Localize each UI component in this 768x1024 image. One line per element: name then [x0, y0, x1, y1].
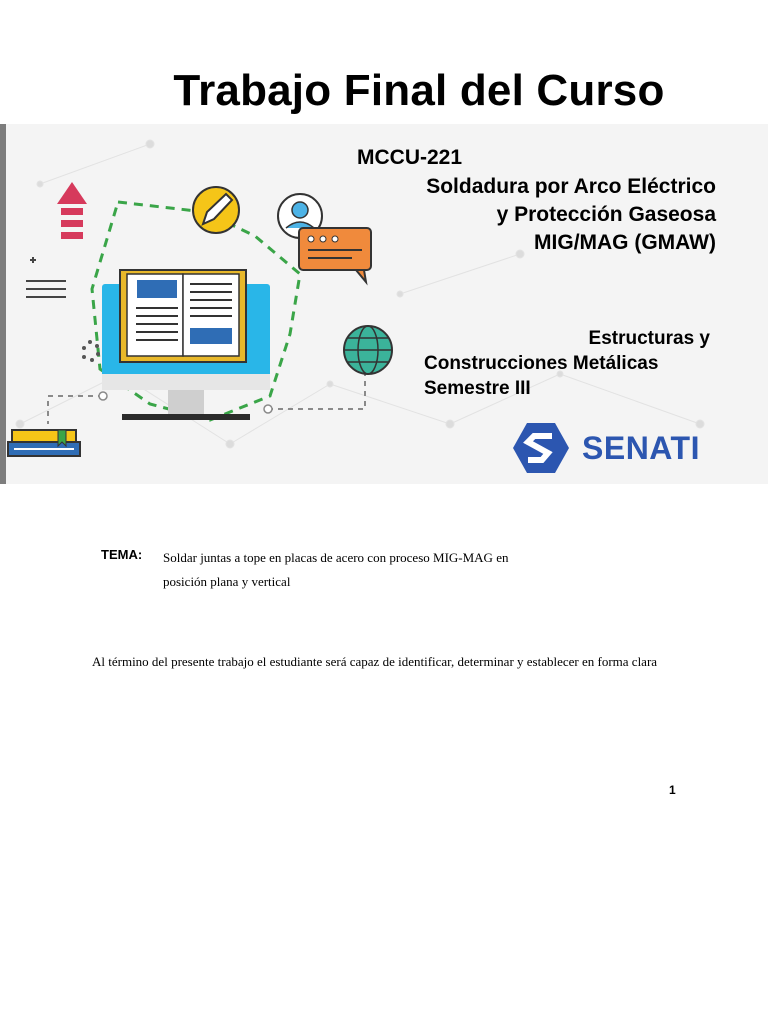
course-name-line: y Protección Gaseosa [496, 203, 716, 226]
globe-icon [344, 326, 392, 374]
career-line: Estructuras y [588, 328, 710, 349]
tema-line: posición plana y vertical [163, 574, 291, 589]
page-number: 1 [669, 783, 676, 797]
career-line: Construcciones Metálicas [424, 353, 659, 374]
document-title: Trabajo Final del Curso [173, 66, 665, 115]
logo-text: SENATI [582, 429, 700, 466]
upload-arrow-icon [57, 182, 87, 239]
senati-logo-icon [512, 421, 570, 475]
list-icon [26, 257, 66, 297]
course-name-line: MIG/MAG (GMAW) [534, 231, 716, 254]
tema-line: Soldar juntas a tope en placas de acero con proceso MIG-MAG en [163, 550, 509, 565]
books-icon [8, 430, 80, 456]
course-name-line: Soldadura por Arco Eléctrico [426, 175, 716, 198]
open-book-icon [120, 270, 246, 362]
course-name [336, 173, 716, 257]
tema-text [163, 546, 603, 594]
career-info [424, 326, 710, 401]
semester-label: Semestre III [424, 378, 531, 399]
objective-text: Al término del presente trabajo el estudiante será capaz de identificar, determinar y establecer en forma clara [92, 654, 658, 669]
tema-label: TEMA: [101, 547, 143, 562]
senati-logo [512, 420, 712, 476]
course-code: MCCU-221 [357, 146, 463, 169]
pen-icon [193, 187, 239, 233]
